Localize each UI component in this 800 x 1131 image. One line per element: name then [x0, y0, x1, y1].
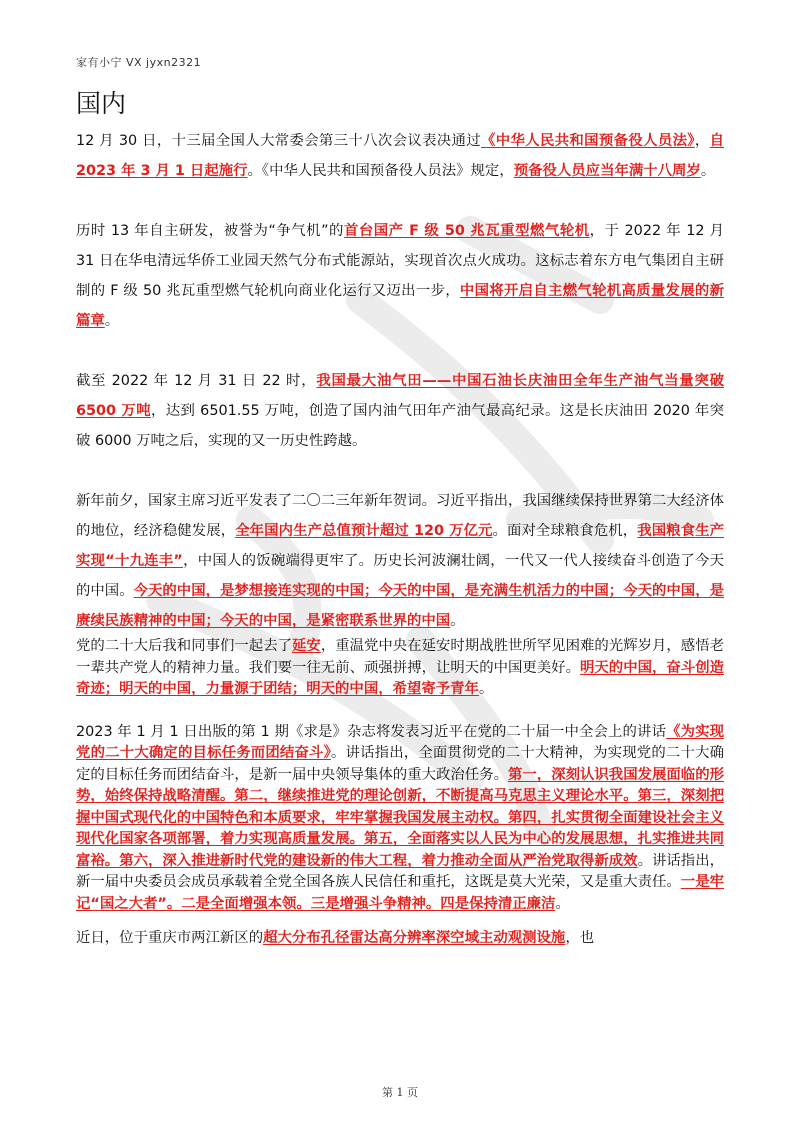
body-text: 截至 2022 年 12 月 31 日 22 时，: [76, 373, 317, 389]
highlighted-text: 《为实现党的二十大确定的目标任务而团结奋斗》: [76, 723, 724, 761]
body-text: 。面对全球粮食危机，: [492, 523, 638, 539]
highlighted-text: 预备役人员应当年满十八周岁: [513, 163, 701, 179]
highlighted-text: 第一，深刻认识我国发展面临的形势，始终保持战略清醒。第二，继续推进党的理论创新，不断提高马克思主义理论水平。第三，深刻把握中国式现代化的中国特色和本质要求，牢牢掌握我国发展主动权。第四，扎实贯彻全面建设社会主义现代化国家各项部署，着力实现高质量发展。第五，全面落实以人民为中心的发展思想，扎实推进共同富裕。第六，深入推进新时代党的建设新的伟大工程，着力推动全面从严治党取得新成效: [76, 766, 724, 869]
body-text: 新年前夕，国家主席习近平发表了二〇二三年新年贺词。习近平指出，我国继续保持世界第二大经济体的地位，经济稳健发展，: [76, 493, 724, 539]
highlighted-text: 我国粮食生产实现“十九连丰”: [76, 523, 724, 569]
page-number: 第 1 页: [382, 1086, 418, 1099]
paragraph-radar-facility: [76, 923, 724, 953]
body-text: 。: [478, 681, 494, 697]
paragraph-new-year-address: [76, 486, 724, 636]
highlighted-text: 中国将开启自主燃气轮机高质量发展的新篇章: [76, 283, 724, 329]
page-header: 家有小宁 VX jyxn2321: [76, 56, 202, 69]
body-text: 。讲话指出，新一届中央委员会成员承载着全党全国各族人民信任和重托，这既是莫大光荣，又是重大责任。: [76, 852, 724, 890]
highlighted-text: 今天的中国，是梦想接连实现的中国；今天的中国，是充满生机活力的中国；今天的中国，是赓续民族精神的中国；今天的中国，是紧密联系世界的中国: [76, 583, 724, 629]
paragraph-gas-turbine: [76, 216, 724, 336]
body-text: 近日，位于重庆市两江新区的: [76, 930, 264, 946]
body-text: 。讲话指出，全面贯彻党的二十大精神，为实现党的二十大确定的目标任务而团结奋斗，是新一届中央领导集体的重大政治任务。: [76, 745, 724, 783]
body-text: 。: [700, 163, 716, 179]
body-text: 12 月 30 日，十三届全国人大常委会第三十八次会议表决通过: [76, 133, 482, 149]
highlighted-text: 一是牢记“国之大者”。二是全面增强本领。三是增强斗争精神。四是保持清正廉洁: [76, 874, 724, 912]
highlighted-text: 自 2023 年 3 月 1 日起施行: [76, 133, 724, 179]
highlighted-text: 延安: [292, 638, 321, 654]
highlighted-text: 我国最大油气田——中国石油长庆油田全年生产油气当量突破 6500 万吨: [76, 373, 724, 419]
body-text: 。: [555, 895, 570, 912]
body-text: ，于 2022 年 12 月 31 日在华电清远华侨工业园天然气分布式能源站，实现首次点火成功。这标志着东方电气集团自主研制的 F 级 50 兆瓦重型燃气轮机向商业化运行又迈出一步，: [76, 223, 724, 299]
body-text: 2023 年 1 月 1 日出版的第 1 期《求是》杂志将发表习近平在党的二十届一中全会上的讲话: [76, 723, 667, 740]
body-text: ，中国人的饭碗端得更牢了。历史长河波澜壮阔，一代又一代人接续奋斗创造了今天的中国。: [76, 553, 724, 599]
paragraph-oilfield: [76, 366, 724, 456]
highlighted-text: 超大分布孔径雷达高分辨率深空域主动观测设施: [263, 930, 566, 946]
body-text: 。: [450, 613, 465, 629]
body-text: ，达到 6501.55 万吨，创造了国内油气田年产油气最高纪录。这是长庆油田 2020 年突破 6000 万吨之后，实现的又一历史性跨越。: [76, 403, 725, 449]
paragraph-yanan: [76, 636, 724, 701]
body-text: 。: [104, 313, 120, 329]
highlighted-text: 全年国内生产总值预计超过 120 万亿元: [235, 523, 493, 539]
article-body: [76, 126, 724, 953]
highlighted-text: 明天的中国，奋斗创造奇迹；明天的中国，力量源于团结；明天的中国，希望寄予青年: [76, 659, 724, 697]
section-title: 国内: [76, 89, 127, 118]
highlighted-text: 《中华人民共和国预备役人员法》: [481, 133, 695, 149]
highlighted-text: 首台国产 F 级 50 兆瓦重型燃气轮机: [343, 223, 590, 239]
body-text: ，重温党中央在延安时期战胜世所罕见困难的光辉岁月，感悟老一辈共产党人的精神力量。我们要一往无前、顽强拼搏，让明天的中国更美好。: [76, 638, 724, 676]
body-text: ，: [694, 133, 710, 149]
body-text: 历时 13 年自主研发，被誉为“争气机”的: [76, 223, 344, 239]
body-text: 。《中华人民共和国预备役人员法》规定，: [247, 163, 514, 179]
paragraph-reserve-law: [76, 126, 724, 186]
body-text: ，也: [565, 930, 595, 946]
paragraph-qiushi: [76, 722, 724, 916]
body-text: 党的二十大后我和同事们一起去了: [76, 638, 292, 654]
